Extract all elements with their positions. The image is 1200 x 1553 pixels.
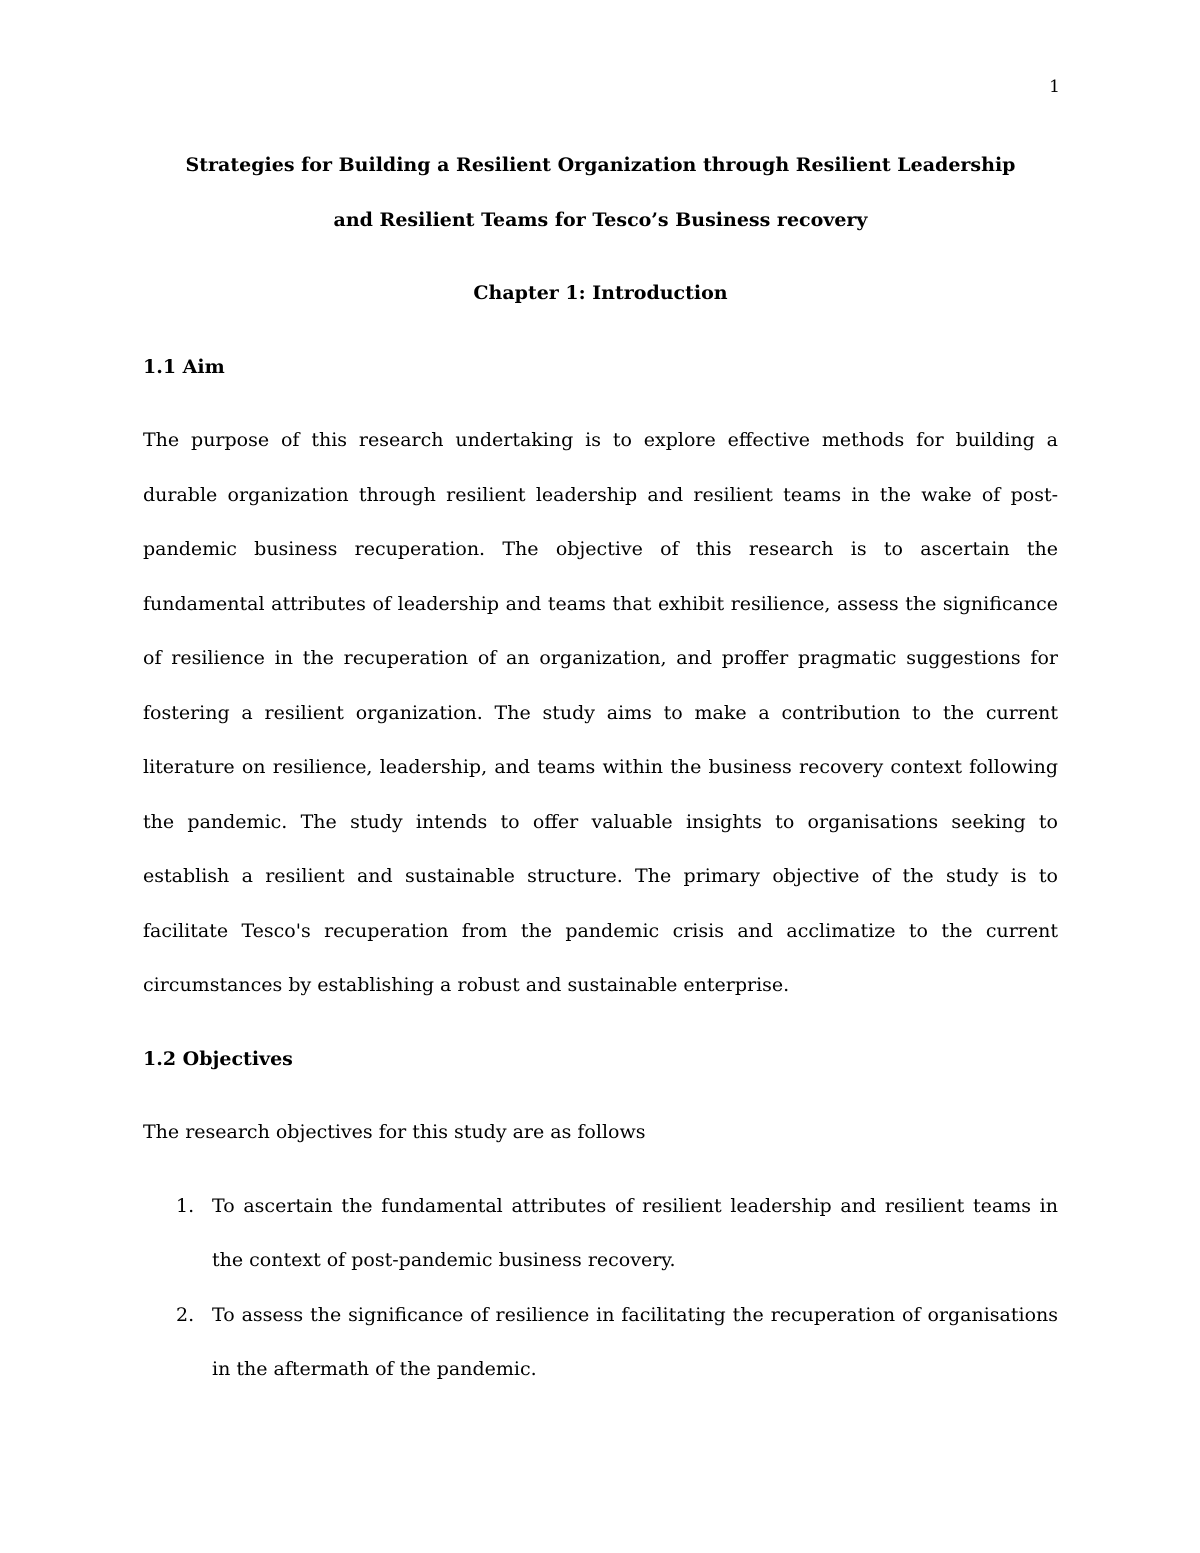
objective-number: 2. — [176, 1303, 195, 1326]
objectives-intro: The research objectives for this study are as follows — [143, 1121, 646, 1143]
objective-text: To assess the significance of resilience in facilitating the recuperation of organisations in the aftermath of the pandemic. — [212, 1303, 1058, 1380]
section-heading-objectives: 1.2 Objectives — [143, 1047, 293, 1070]
document-title-line-1: Strategies for Building a Resilient Organization through Resilient Leadership — [185, 154, 1016, 176]
page-number: 1 — [1049, 77, 1060, 97]
document-body — [143, 138, 1058, 1397]
objective-number: 1. — [176, 1194, 195, 1217]
chapter-heading: Chapter 1: Introduction — [473, 282, 728, 304]
objectives-list — [143, 1179, 1058, 1397]
objective-item — [143, 1179, 1058, 1288]
aim-paragraph: The purpose of this research undertaking is to explore effective methods for building a durable organization through resilient leadership and resilient teams in the wake of post-pandemic business recuperation. The objective of this research is to ascertain the fundamental attributes of leadership and teams that exhibit resilience, assess the significance of resilience in the recuperation of an organization, and proffer pragmatic suggestions for fostering a resilient organization. The study aims to make a contribution to the current literature on resilience, leadership, and teams within the business recovery context following the pandemic. The study intends to offer valuable insights to organisations seeking to establish a resilient and sustainable structure. The primary objective of the study is to facilitate Tesco's recuperation from the pandemic crisis and acclimatize to the current circumstances by establishing a robust and sustainable enterprise. — [143, 429, 1058, 996]
section-heading-aim: 1.1 Aim — [143, 355, 225, 378]
objective-item — [143, 1288, 1058, 1397]
objective-text: To ascertain the fundamental attributes of resilient leadership and resilient teams in the context of post-pandemic business recovery. — [212, 1194, 1058, 1271]
document-title-line-2: and Resilient Teams for Tesco’s Business recovery — [333, 208, 868, 231]
